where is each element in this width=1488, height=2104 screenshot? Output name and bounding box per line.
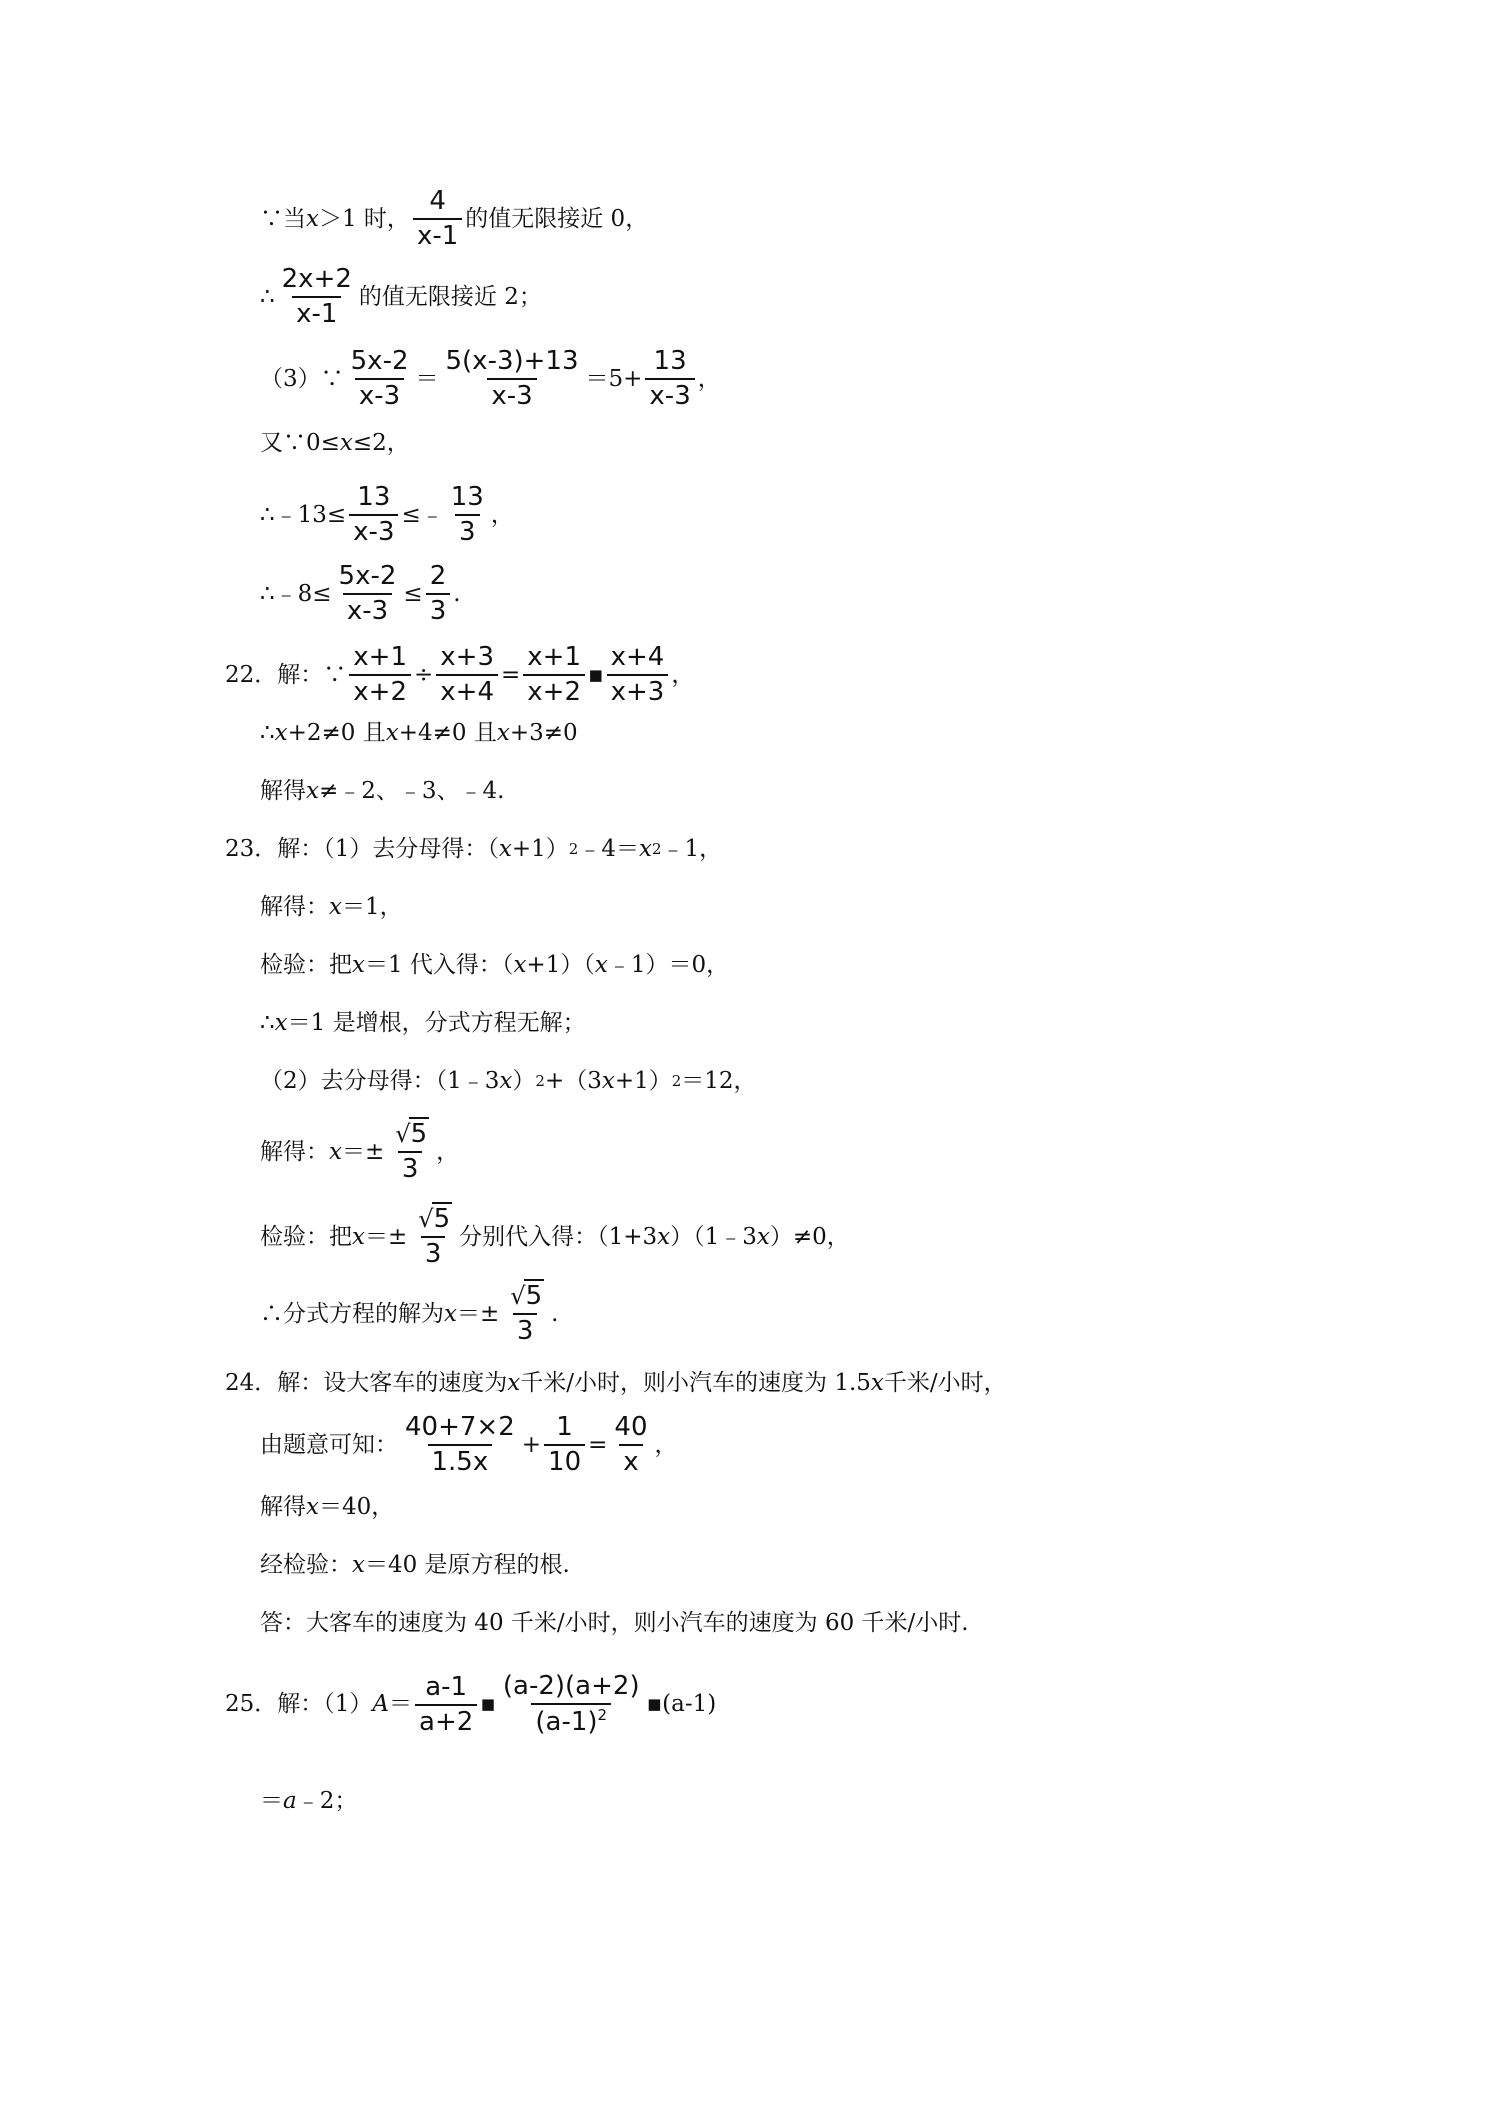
text: ） <box>512 1068 536 1094</box>
text: 解得 <box>260 1494 306 1520</box>
text: ）≠0， <box>769 1223 850 1250</box>
fraction <box>645 347 694 411</box>
var-x: x <box>498 836 512 862</box>
line-7 <box>225 643 694 707</box>
text: ∴﹣8≤ <box>260 580 332 607</box>
line-4 <box>260 432 410 455</box>
text: ▪(a-1) <box>646 1691 717 1718</box>
numerator <box>502 1282 548 1313</box>
text: +1） <box>511 836 569 862</box>
var-x: x <box>601 1068 615 1094</box>
fraction <box>499 1672 644 1737</box>
var-x: x <box>306 1494 319 1520</box>
text: ﹣1， <box>661 836 723 862</box>
denominator: x <box>619 1444 642 1477</box>
fraction <box>442 347 583 411</box>
text: ， <box>436 1138 460 1165</box>
text: 千米/小时， <box>883 1370 1007 1396</box>
denominator: 3 <box>421 1236 446 1269</box>
text: （2）去分母得：（1﹣3 <box>260 1068 500 1094</box>
text: ∴﹣13≤ <box>260 501 347 528</box>
text: ＝± <box>364 1223 408 1250</box>
var-x: x <box>339 430 353 456</box>
line-13 <box>260 1012 586 1035</box>
text: ≤﹣ <box>401 501 444 528</box>
var-x: x <box>274 720 288 746</box>
numerator: 13 <box>450 482 484 512</box>
line-2 <box>260 265 542 329</box>
line-9 <box>260 780 504 803</box>
text: 的值无限接近 0， <box>465 205 649 232</box>
radicand: 5 <box>433 1204 451 1234</box>
numerator: a-1 <box>425 1671 468 1702</box>
line-21 <box>260 1554 570 1577</box>
denominator: 3 <box>455 514 480 547</box>
var-x: x <box>499 1068 513 1094</box>
text: 解得 <box>260 778 306 804</box>
text: ＝1 代入得：（ <box>364 952 514 978</box>
text: = <box>501 661 521 688</box>
var-a: a <box>283 1788 297 1814</box>
numerator: (a-2)(a+2) <box>502 1671 640 1701</box>
var-x: x <box>352 952 365 978</box>
text: ， <box>671 661 695 688</box>
denominator: x+4 <box>436 674 498 707</box>
text: ＝12， <box>681 1068 757 1094</box>
var-x: x <box>329 1138 342 1165</box>
numerator: x+4 <box>610 642 665 672</box>
text: ﹣1）＝0， <box>607 952 730 978</box>
text: 23．解：（1）去分母得：（ <box>225 836 499 862</box>
text: 24．解：设大客车的速度为 <box>225 1370 508 1396</box>
text: ＝± <box>341 1138 385 1165</box>
var-x: x <box>385 720 399 746</box>
denominator: x-3 <box>645 378 694 411</box>
radicand: 5 <box>410 1119 428 1149</box>
sqrt <box>414 1205 452 1234</box>
text: ）（1﹣3 <box>670 1223 757 1250</box>
text: 解得： <box>260 894 329 920</box>
denominator-base: (a-1) <box>535 1707 598 1738</box>
numerator <box>387 1120 433 1151</box>
denominator: a+2 <box>415 1704 477 1737</box>
numerator: 2 <box>429 561 447 591</box>
denominator: x-1 <box>413 218 462 251</box>
text: 解得： <box>260 1138 329 1165</box>
text: 分别代入得：（1+3 <box>459 1223 658 1250</box>
exponent: 2 <box>671 1072 682 1090</box>
fraction <box>349 643 411 707</box>
fraction <box>523 643 585 707</box>
line-10 <box>225 838 722 861</box>
fraction <box>401 1413 519 1477</box>
fraction <box>335 562 401 626</box>
fraction <box>607 643 669 707</box>
radicand: 5 <box>525 1281 543 1311</box>
var-x: x <box>638 836 652 862</box>
numerator: 13 <box>653 346 687 376</box>
var-x: x <box>513 952 527 978</box>
fraction <box>415 1673 477 1737</box>
fraction <box>544 1413 585 1477</box>
text: ∴ <box>260 720 275 746</box>
numerator: x+3 <box>440 642 494 672</box>
var-x: x <box>756 1223 770 1250</box>
numerator: 5x-2 <box>338 561 397 591</box>
fraction <box>278 265 356 329</box>
text: ＝1 是增根，分式方程无解； <box>287 1010 586 1036</box>
text: +2≠0 且 <box>287 720 386 746</box>
radical-sign: √ <box>510 1282 526 1310</box>
text: ≠﹣2、﹣3、﹣4. <box>318 778 505 804</box>
text: ≤2， <box>352 430 410 456</box>
sqrt <box>391 1120 429 1149</box>
exponent: 2 <box>535 1072 545 1090</box>
text: 检验：把 <box>260 1223 352 1250</box>
line-17 <box>260 1282 558 1346</box>
text: 的值无限接近 2； <box>358 283 542 310</box>
var-x: x <box>657 1223 671 1250</box>
line-19 <box>260 1413 678 1477</box>
text: ∴ <box>260 283 275 310</box>
fraction <box>610 1413 651 1477</box>
var-x: x <box>870 1370 884 1396</box>
text: ≤ <box>403 580 423 607</box>
text: ＝40， <box>318 1494 395 1520</box>
denominator <box>531 1703 611 1737</box>
text: ＝ <box>260 1788 283 1814</box>
text: 22．解：∵ <box>225 661 347 688</box>
text: . <box>551 1300 559 1327</box>
line-24 <box>260 1790 357 1813</box>
text: ＞1 时， <box>318 205 410 232</box>
text: ﹣2； <box>296 1788 358 1814</box>
denominator: 10 <box>544 1444 585 1477</box>
text: + <box>521 1431 542 1458</box>
numerator: 5(x-3)+13 <box>445 346 579 376</box>
line-14 <box>260 1070 757 1093</box>
text: 经检验： <box>260 1552 352 1578</box>
fraction <box>349 483 398 547</box>
fraction <box>426 562 451 626</box>
var-x: x <box>507 1370 521 1396</box>
denominator: 3 <box>513 1313 538 1346</box>
var-x: x <box>496 720 510 746</box>
text: ＝40 是原方程的根. <box>364 1552 570 1578</box>
text: = <box>588 1431 608 1458</box>
numerator: 40+7×2 <box>405 1412 515 1442</box>
fraction <box>347 347 413 411</box>
text: 千米/小时，则小汽车的速度为 1.5 <box>520 1370 871 1396</box>
text: （3）∵ <box>260 365 344 392</box>
text: ， <box>490 501 514 528</box>
fraction <box>410 1205 456 1269</box>
var-x: x <box>352 1223 365 1250</box>
fraction <box>447 483 488 547</box>
text: ∴ <box>260 1010 275 1036</box>
fraction <box>387 1120 433 1184</box>
exponent: 2 <box>651 840 662 858</box>
line-5 <box>260 483 514 547</box>
text: ÷ <box>414 661 434 688</box>
text: ＝1， <box>341 894 403 920</box>
text: ＝± <box>456 1300 500 1327</box>
var-x: x <box>352 1552 365 1578</box>
denominator: x-3 <box>355 378 404 411</box>
radical-sign: √ <box>418 1205 434 1233</box>
text: ＝ <box>389 1691 413 1718</box>
var-x: x <box>306 205 319 232</box>
numerator: 40 <box>614 1412 648 1442</box>
text: +1）（ <box>526 952 595 978</box>
text: 由题意可知： <box>260 1431 398 1458</box>
text: ∵当 <box>260 205 306 232</box>
line-23 <box>225 1672 716 1737</box>
fraction <box>413 187 462 251</box>
var-x: x <box>444 1300 457 1327</box>
var-A: A <box>372 1691 390 1718</box>
fraction <box>436 643 498 707</box>
var-x: x <box>274 1010 288 1036</box>
text: 25．解：（1） <box>225 1691 373 1718</box>
denominator: x+2 <box>349 674 411 707</box>
exponent: 2 <box>568 840 579 858</box>
numerator: x+1 <box>353 642 407 672</box>
numerator: 4 <box>429 186 446 216</box>
line-1 <box>260 187 648 251</box>
denominator: 1.5x <box>428 1444 493 1477</box>
denominator: x+2 <box>523 674 585 707</box>
text: 答：大客车的速度为 40 千米/小时，则小汽车的速度为 60 千米/小时. <box>260 1610 969 1636</box>
text: ▪ <box>480 1691 496 1718</box>
text: 检验：把 <box>260 952 352 978</box>
line-3 <box>260 347 721 411</box>
text: ＝ <box>415 365 439 392</box>
text: +（3 <box>544 1068 602 1094</box>
radical-sign: √ <box>395 1120 411 1148</box>
line-22 <box>260 1612 969 1635</box>
text: +4≠0 且 <box>398 720 497 746</box>
text: +1） <box>614 1068 672 1094</box>
numerator: 5x-2 <box>350 346 409 376</box>
line-12 <box>260 954 729 977</box>
text: ﹣4＝ <box>578 836 639 862</box>
text: 又∵0≤ <box>260 430 340 456</box>
line-11 <box>260 896 403 919</box>
var-x: x <box>594 952 608 978</box>
text: ∴分式方程的解为 <box>260 1300 444 1327</box>
fraction <box>502 1282 548 1346</box>
denominator: x-3 <box>349 514 398 547</box>
numerator: x+1 <box>527 642 581 672</box>
text: ， <box>654 1431 678 1458</box>
var-x: x <box>306 778 319 804</box>
text: ， <box>697 365 721 392</box>
exponent: 2 <box>597 1706 608 1725</box>
denominator: 3 <box>398 1151 423 1184</box>
text: ▪ <box>588 661 604 688</box>
numerator <box>410 1205 456 1236</box>
denominator: x-1 <box>292 296 341 329</box>
denominator: x-3 <box>343 593 392 626</box>
line-8 <box>260 722 578 745</box>
numerator: 2x+2 <box>281 264 352 294</box>
denominator: 3 <box>426 593 451 626</box>
var-x: x <box>329 894 342 920</box>
denominator: x+3 <box>607 674 669 707</box>
line-16 <box>260 1205 850 1269</box>
text: ＝5+ <box>585 365 643 392</box>
text: +3≠0 <box>509 720 578 746</box>
line-6 <box>260 562 461 626</box>
text: . <box>453 580 461 607</box>
sqrt <box>506 1282 544 1311</box>
denominator: x-3 <box>487 378 536 411</box>
line-18 <box>225 1372 1007 1395</box>
line-20 <box>260 1496 394 1519</box>
line-15 <box>260 1120 459 1184</box>
numerator: 1 <box>556 1412 573 1442</box>
numerator: 13 <box>357 482 391 512</box>
